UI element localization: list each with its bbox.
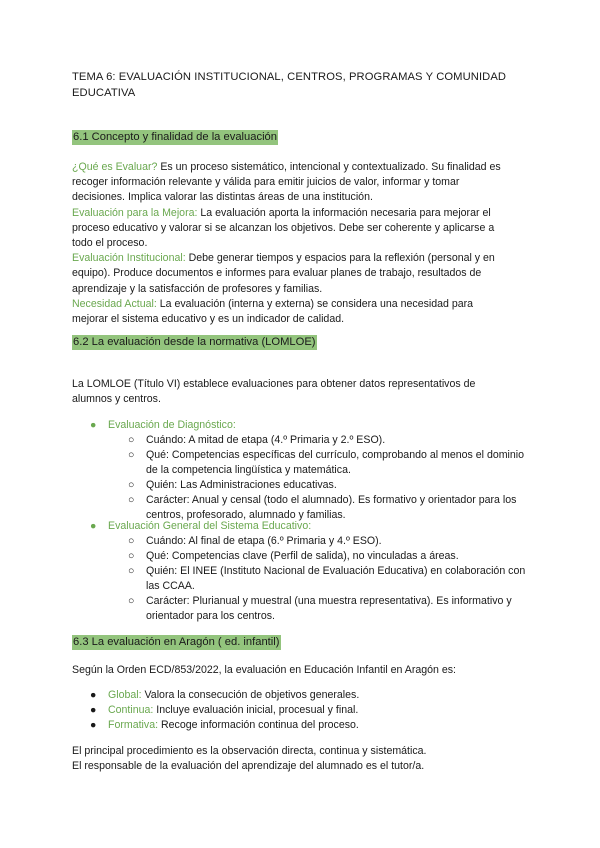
section-heading-6-2: 6.2 La evaluación desde la normativa (LOMLOE) [73,336,316,348]
bullet-circle-icon: ○ [128,565,135,577]
section-heading-6-1: 6.1 Concepto y finalidad de la evaluación [73,131,278,143]
bullet-circle-icon: ○ [128,535,135,547]
bullet-circle-icon: ○ [128,479,135,491]
bullet-circle-icon: ○ [128,449,135,461]
bullet-circle-icon: ○ [128,494,135,506]
bullet-dot-icon: ● [90,689,97,701]
paragraph-closing: El principal procedimiento es la observación directa, continua y sistemática. El responsable de la evaluación del aprendizaje del alumnado es el tutor/a. [72,745,427,773]
bullet-dot-icon: ● [90,719,97,731]
bullet-dot-icon: ● [90,520,97,532]
paragraph-lomloe-intro: La LOMLOE (Título VI) establece evaluaciones para obtener datos representativos de alumnos y centros. [72,378,476,406]
bullet-dot-icon: ● [90,419,97,431]
bullet-circle-icon: ○ [128,550,135,562]
term-label: Evaluación para la Mejora: [72,206,198,219]
bullet-circle-icon: ○ [128,595,135,607]
document-page: TEMA 6: EVALUACIÓN INSTITUCIONAL, CENTROS, PROGRAMAS Y COMUNIDAD EDUCATIVA 6.1 Concepto y finalidad de la evaluación ¿Qué es Evaluar? Es un proceso sistemático, intencional y contextualizado. Su finalidad es recoger información relevante y válida para emitir juicios de valor, informar y tomar decisiones. Implica valorar las distintas áreas de una institución. Evaluación para la Mejora: La evaluación aporta la información necesaria para mejorar el proceso educativo y valorar si se alcanzan los objetivos. Debe ser coherente y aplicarse a todo el proceso. Evaluación Institucional: Debe generar tiempos y espacios para la reflexión (personal y en equipo). Produce documentos e informes para evaluar planes de trabajo, resultados de aprendizaje y la satisfacción de profesores y familias. Necesidad Actual: La evaluación (interna y externa) se considera una necesidad para mejorar el sistema educativo y es un indicador de calidad. 6.2 La evaluación desde la normativa (LOMLOE) La LOMLOE (Título VI) establece evaluaciones para obtener datos representativos de alumnos y centros. ● Evaluación de Diagnóstico: ○ Cuándo: A mitad de etapa (4.º Primaria y 2.º ESO). ○ Qué: Competencias específicas del currículo, comprobando al menos el dominio de la competencia lingüística y matemática. ○ Quién: Las Administraciones educativas. ○ Carácter: Anual y censal (todo el alumnado). Es formativo y orientador para los centros, profesorado, alumnado y familias. ● Evaluación General del Sistema Educativo: ○ Cuándo: Al final de etapa (6.º Primaria y 4.º ESO). ○ Qué: Competencias clave (Perfil de salida), no vinculadas a áreas. ○ Quién: El INEE (Instituto Nacional de Evaluación Educativa) en colaboración con las CCAA. ○ Carácter: Plurianual y muestral (una muestra representativa). Es informativo y orientador para los centros. 6.3 La evaluación en Aragón ( ed. infantil) Según la Orden ECD/853/2022, la evaluación en Educación Infantil en Aragón es: ● Global: Valora la consecución de objetivos generales. ● Continua: Incluye evaluación inicial, procesual y final. ● Formativa: Recoge información continua del proceso. El principal procedimiento es la observación directa, continua y sistemática. El responsable de la evaluación del aprendizaje del alumnado es el tutor/a. [0,0,600,848]
term-label: Evaluación Institucional: [72,252,186,265]
term-label: ¿Qué es Evaluar? [72,161,158,173]
document-title: TEMA 6: EVALUACIÓN INSTITUCIONAL, CENTROS, PROGRAMAS Y COMUNIDAD EDUCATIVA [72,71,507,99]
paragraph-que-es-evaluar: ¿Qué es Evaluar? Es un proceso sistemático, intencional y contextualizado. Su finalidad es recoger información relevante y válida para emitir juicios de valor, informar y tomar decisiones. Implica valorar las distintas áreas de una institución. Evaluación para la Mejora: La evaluación aporta la información necesaria para mejorar el proceso educativo y valorar si se alcanzan los objetivos. Debe ser coherente y aplicarse a todo el proceso. Evaluación Institucional: Debe generar tiempos y espacios para la reflexión (personal y en equipo). Produce documentos e informes para evaluar planes de trabajo, resultados de aprendizaje y la satisfacción de profesores y familias. Necesidad Actual: La evaluación (interna y externa) se considera una necesidad para mejorar el sistema educativo y es un indicador de calidad. [72,161,501,326]
section-heading-6-3: 6.3 La evaluación en Aragón ( ed. infantil) [73,636,280,648]
bullet-circle-icon: ○ [128,434,135,446]
bullet-dot-icon: ● [90,704,97,716]
term-label: Necesidad Actual: [72,297,157,310]
paragraph-aragon-intro: Según la Orden ECD/853/2022, la evaluación en Educación Infantil en Aragón es: [72,664,456,676]
